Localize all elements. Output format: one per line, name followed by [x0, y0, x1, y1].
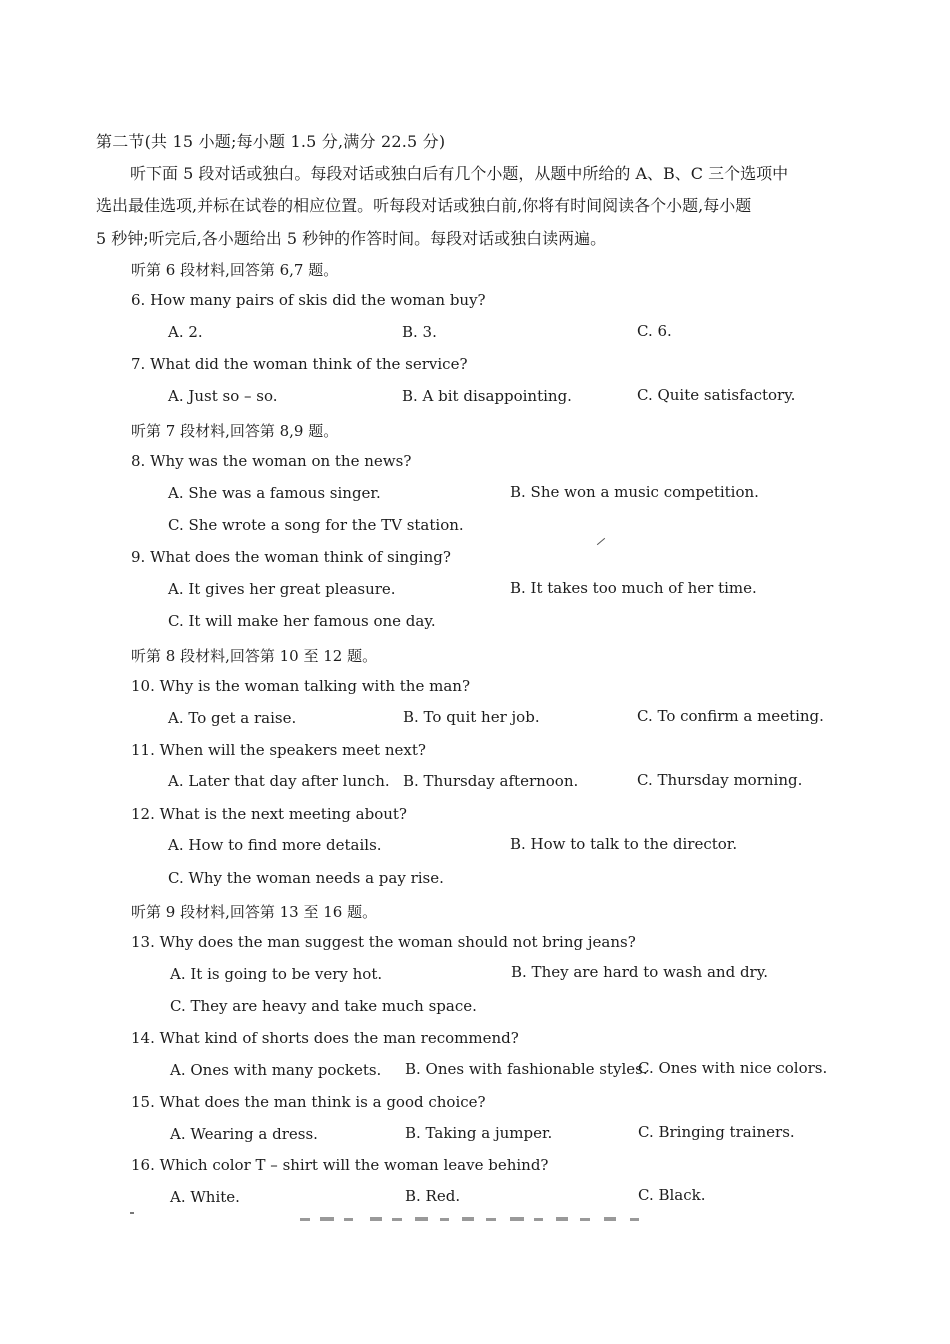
- question-stem: 6. How many pairs of skis did the woman buy?: [131, 291, 486, 309]
- option-a[interactable]: A. It is going to be very hot.: [170, 965, 383, 983]
- group-lead: 听第 6 段材料,回答第 6,7 题。: [131, 261, 339, 279]
- question-stem: 11. When will the speakers meet next?: [131, 741, 426, 759]
- question-stem: 12. What is the next meeting about?: [131, 805, 407, 823]
- option-b[interactable]: B. To quit her job.: [403, 708, 540, 726]
- option-c[interactable]: C. Thursday morning.: [637, 771, 803, 789]
- question-stem: 16. Which color T – shirt will the woman leave behind?: [131, 1156, 549, 1174]
- group-lead: 听第 8 段材料,回答第 10 至 12 题。: [131, 647, 378, 665]
- option-b[interactable]: B. She won a music competition.: [510, 483, 759, 501]
- stray-pen-mark: [597, 538, 605, 545]
- question-stem: 15. What does the man think is a good choice?: [131, 1093, 486, 1111]
- option-b[interactable]: B. They are hard to wash and dry.: [511, 963, 768, 981]
- question-stem: 7. What did the woman think of the service?: [131, 355, 468, 373]
- option-a[interactable]: A. Ones with many pockets.: [170, 1061, 382, 1079]
- option-a[interactable]: A. It gives her great pleasure.: [168, 580, 396, 598]
- option-c[interactable]: C. Black.: [638, 1186, 706, 1204]
- question-stem: 14. What kind of shorts does the man recommend?: [131, 1029, 519, 1047]
- option-c[interactable]: C. They are heavy and take much space.: [170, 997, 477, 1015]
- option-c[interactable]: C. Why the woman needs a pay rise.: [168, 869, 444, 887]
- option-a[interactable]: A. Wearing a dress.: [170, 1125, 318, 1143]
- option-a[interactable]: A. How to find more details.: [168, 836, 382, 854]
- option-a[interactable]: A. To get a raise.: [168, 709, 297, 727]
- group-lead: 听第 9 段材料,回答第 13 至 16 题。: [131, 903, 378, 921]
- option-a[interactable]: A. 2.: [168, 323, 203, 341]
- option-c[interactable]: C. Quite satisfactory.: [637, 386, 796, 404]
- question-stem: 8. Why was the woman on the news?: [131, 452, 412, 470]
- option-b[interactable]: B. 3.: [402, 323, 437, 341]
- option-b[interactable]: B. Ones with fashionable styles.: [405, 1060, 648, 1078]
- option-c[interactable]: C. It will make her famous one day.: [168, 612, 436, 630]
- option-b[interactable]: B. Red.: [405, 1187, 461, 1205]
- question-stem: 10. Why is the woman talking with the man?: [131, 677, 470, 695]
- intro-line-3: 5 秒钟;听完后,各小题给出 5 秒钟的作答时间。每段对话或独白读两遍。: [96, 229, 607, 248]
- option-b[interactable]: B. Taking a jumper.: [405, 1124, 553, 1142]
- option-c[interactable]: C. Ones with nice colors.: [638, 1059, 828, 1077]
- intro-line-2: 选出最佳选项,并标在试卷的相应位置。听每段对话或独白前,你将有时间阅读各个小题,每小题: [96, 196, 752, 215]
- option-c[interactable]: C. Bringing trainers.: [638, 1123, 795, 1141]
- question-stem: 9. What does the woman think of singing?: [131, 548, 451, 566]
- question-stem: 13. Why does the man suggest the woman should not bring jeans?: [131, 933, 636, 951]
- option-b[interactable]: B. How to talk to the director.: [510, 835, 738, 853]
- section-title: 第二节(共 15 小题;每小题 1.5 分,满分 22.5 分): [96, 132, 446, 151]
- option-b[interactable]: B. Thursday afternoon.: [403, 772, 579, 790]
- intro-line-1: 听下面 5 段对话或独白。每段对话或独白后有几个小题，从题中所给的 A、B、C 三个选项中: [130, 164, 789, 183]
- group-lead: 听第 7 段材料,回答第 8,9 题。: [131, 422, 339, 440]
- option-a[interactable]: A. Just so – so.: [168, 387, 278, 405]
- option-a[interactable]: A. White.: [170, 1188, 240, 1206]
- option-b[interactable]: B. A bit disappointing.: [402, 387, 572, 405]
- option-a[interactable]: A. She was a famous singer.: [168, 484, 381, 502]
- option-b[interactable]: B. It takes too much of her time.: [510, 579, 757, 597]
- option-c[interactable]: C. 6.: [637, 322, 672, 340]
- option-a[interactable]: A. Later that day after lunch.: [168, 772, 390, 790]
- option-c[interactable]: C. To confirm a meeting.: [637, 707, 824, 725]
- option-c[interactable]: C. She wrote a song for the TV station.: [168, 516, 464, 534]
- cropped-footer-line: [130, 1212, 690, 1224]
